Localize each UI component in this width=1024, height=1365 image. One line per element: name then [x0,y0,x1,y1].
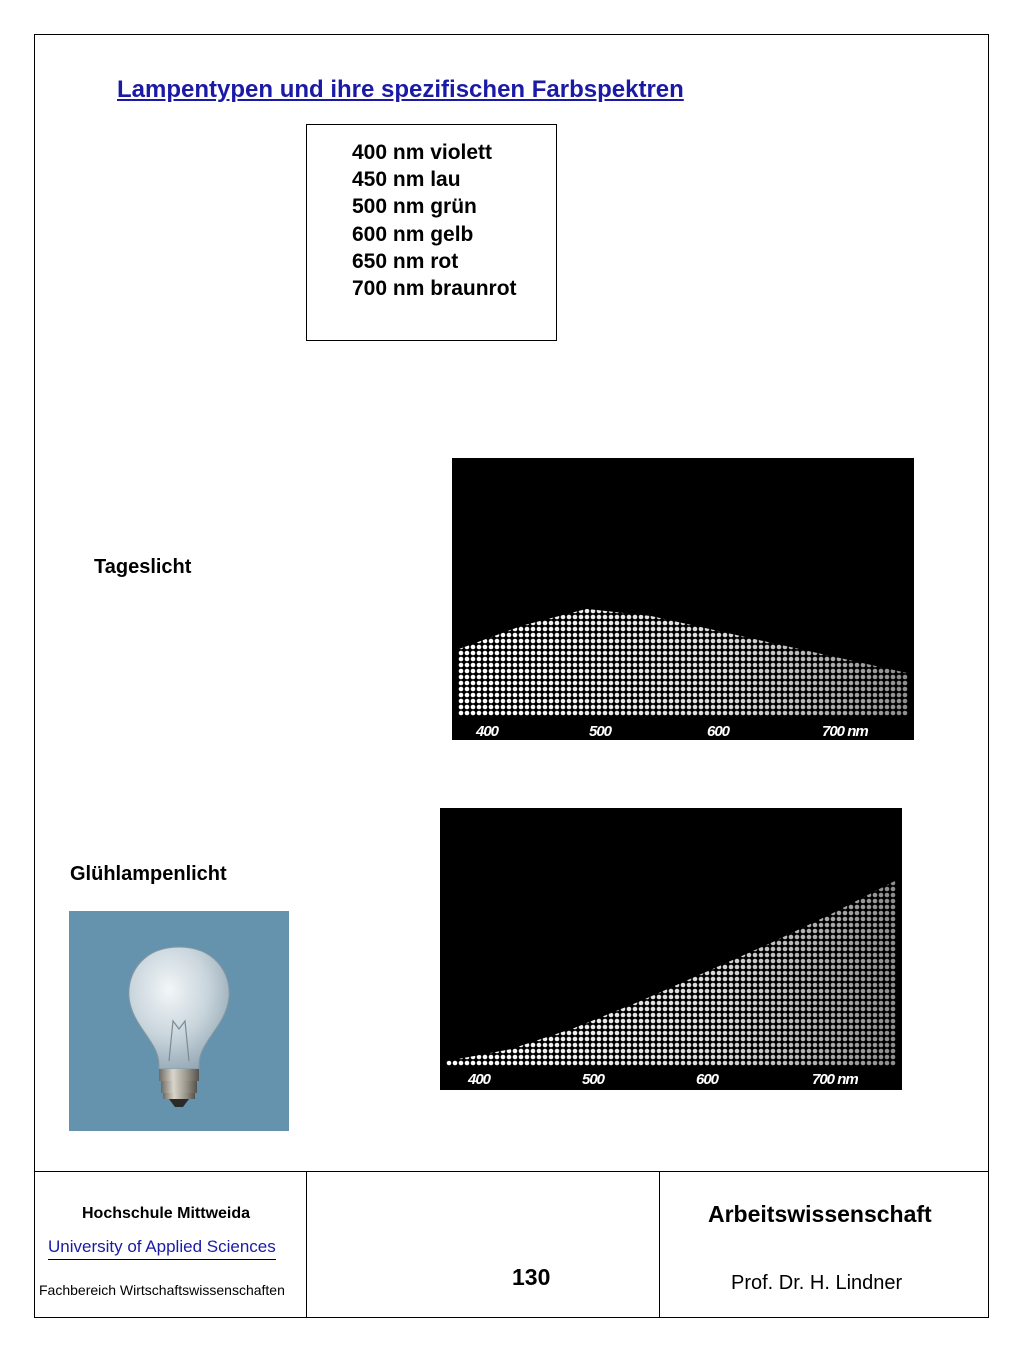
incandescent-tick-700: 700 nm [812,1071,858,1088]
author-name: Prof. Dr. H. Lindner [731,1272,903,1294]
incandescent-tick-600: 600 [696,1071,719,1088]
daylight-tick-700: 700 nm [822,723,868,740]
footer-divider [659,1171,660,1318]
incandescent-spectrum-chart [440,808,902,1090]
legend-item: 500 nm grün [352,195,477,219]
incandescent-tick-400: 400 [468,1071,491,1088]
daylight-spectrum-image [452,458,914,740]
page-title: Lampentypen und ihre spezifischen Farbspektren [117,76,684,103]
wavelength-legend [352,139,517,302]
page-number: 130 [512,1264,551,1290]
daylight-tick-500: 500 [589,723,612,740]
daylight-label: Tageslicht [94,556,192,578]
course-title: Arbeitswissenschaft [708,1201,932,1227]
incandescent-label: Glühlampenlicht [70,863,227,885]
daylight-spectrum-chart [452,458,914,740]
legend-item: 700 nm braunrot [352,277,517,301]
legend-item: 400 nm violett [352,141,493,164]
daylight-tick-400: 400 [476,723,499,740]
incandescent-spectrum-image [440,808,902,1090]
incandescent-tick-500: 500 [582,1071,605,1088]
department-name: Fachbereich Wirtschaftswissenschaften [39,1282,285,1298]
legend-item: 600 nm gelb [352,222,474,246]
institution-name: Hochschule Mittweida [82,1205,251,1222]
daylight-tick-600: 600 [707,723,730,740]
legend-item: 650 nm rot [352,249,459,273]
footer-divider [306,1171,307,1318]
light-bulb-photo [69,911,289,1131]
light-bulb-icon [69,911,289,1131]
legend-item: 450 nm lau [352,168,461,192]
university-name: University of Applied Sciences [48,1237,276,1260]
